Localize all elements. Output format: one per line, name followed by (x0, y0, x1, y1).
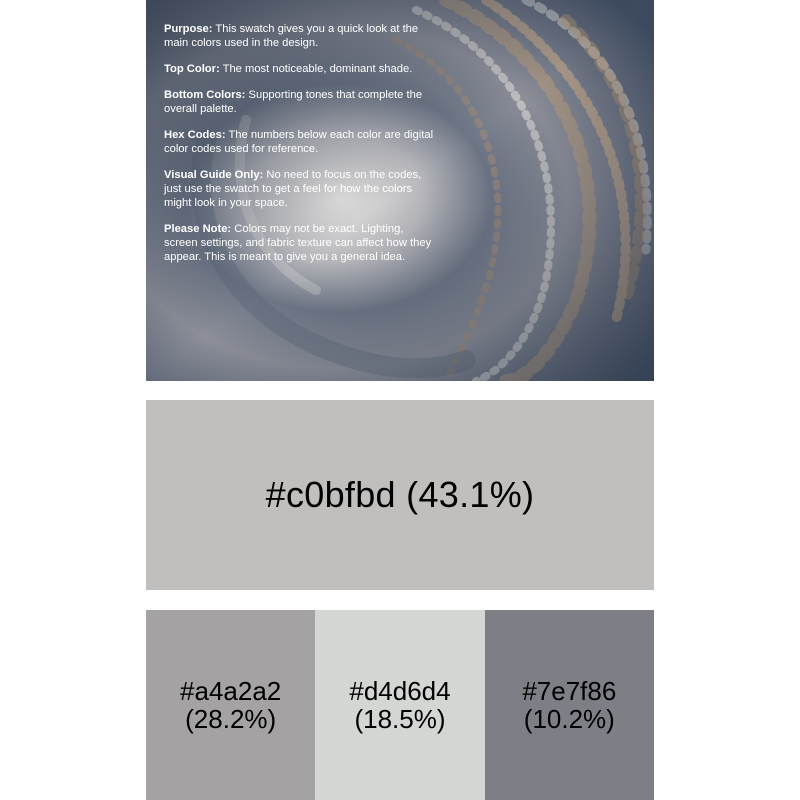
info-visual-guide (164, 168, 434, 210)
info-hex-codes (164, 128, 434, 156)
swatch-3-percent: (10.2%) (523, 704, 615, 734)
info-purpose-text: This swatch gives you a quick look at the main colors used in the design. (164, 23, 419, 49)
info-hex-codes-label: Hex Codes: (164, 129, 226, 141)
swatch-2-hex: #d4d6d4 (349, 676, 451, 706)
info-text-block (164, 22, 434, 276)
info-top-color (164, 62, 434, 76)
swatch-2-percent: (18.5%) (354, 704, 446, 734)
info-please-note-text: Colors may not be exact. Lighting, screen settings, and fabric texture can affect how they appear. This is meant to give you a general idea. (164, 223, 432, 263)
info-bottom-colors-text: Supporting tones that complete the overall palette. (164, 89, 423, 115)
color-swatch-2 (315, 610, 484, 800)
info-top-color-label: Top Color: (164, 63, 220, 75)
color-swatch-3 (485, 610, 654, 800)
info-visual-guide-label: Visual Guide Only: (164, 169, 264, 181)
secondary-swatch-row (146, 610, 654, 800)
info-bottom-colors-label: Bottom Colors: (164, 89, 246, 101)
swatch-1-hex: #a4a2a2 (180, 676, 282, 706)
color-swatch-1 (146, 610, 315, 800)
info-top-color-text: The most noticeable, dominant shade. (219, 63, 413, 75)
swatch-1-percent: (28.2%) (185, 704, 277, 734)
main-color-swatch (146, 400, 654, 590)
info-purpose (164, 22, 434, 50)
info-please-note (164, 222, 434, 264)
info-please-note-label: Please Note: (164, 223, 232, 235)
info-visual-guide-text: No need to focus on the codes, just use the swatch to get a feel for how the colors might look in your space. (164, 169, 422, 209)
swatch-3-hex: #7e7f86 (522, 676, 617, 706)
info-purpose-label: Purpose: (164, 23, 213, 35)
main-color-label: #c0bfbd (43.1%) (265, 474, 535, 515)
info-bottom-colors (164, 88, 434, 116)
info-hex-codes-text: The numbers below each color are digital color codes used for reference. (164, 129, 434, 155)
rug-photo (146, 0, 654, 381)
